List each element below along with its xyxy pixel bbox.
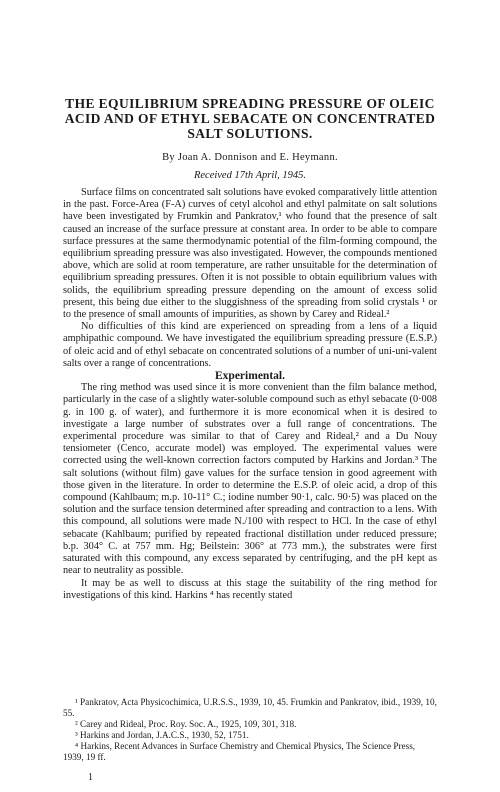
article-title: THE EQUILIBRIUM SPREADING PRESSURE OF OLEIC ACID AND OF ETHYL SEBACATE ON CONCENTRATED SALT SOLUTIONS. bbox=[64, 96, 436, 141]
footnote-1: ¹ Pankratov, Acta Physicochimica, U.R.S.S., 1939, 10, 45. Frumkin and Pankratov, ibid., 1939, 10, 55. bbox=[63, 697, 437, 718]
footnote-2: ² Carey and Rideal, Proc. Roy. Soc. A., 1925, 109, 301, 318. bbox=[75, 719, 297, 729]
received-date: Received 17th April, 1945. bbox=[193, 170, 307, 181]
footnote-3: ³ Harkins and Jordan, J.A.C.S., 1930, 52, 1751. bbox=[75, 730, 249, 740]
article-authors: By Joan A. Donnison and E. Heymann. bbox=[162, 152, 338, 163]
footnotes bbox=[63, 697, 437, 763]
footnote-4: ⁴ Harkins, Recent Advances in Surface Chemistry and Chemical Physics, The Science Press, 1939, 19 ff. bbox=[63, 741, 416, 762]
article-body bbox=[63, 187, 437, 602]
paragraph-experimental-2: It may be as well to discuss at this stage the suitability of the ring method for investigations of this kind. Harkins ⁴ has recently stated bbox=[63, 577, 437, 601]
section-heading-experimental: Experimental. bbox=[215, 370, 285, 383]
paragraph-experimental-1: The ring method was used since it is more convenient than the film balance method, particularly in the case of a slightly water-soluble compound such as ethyl sebacate (0·008 g. in 100 g. of water), and furthermore it is more economical when it is desired to investigate a large number of substrates over a full range of concentrations. The experimental procedure was similar to that of Carey and Rideal,² and a Du Nouy tensiometer (Cenco, accurate model) was employed. The experimental values were corrected using the well-known correction factors computed by Harkins and Jordan.³ The salt solutions (without film) gave values for the surface tension in good agreement with those given in the literature. In order to determine the E.S.P. of oleic acid, a drop of this compound (Kahlbaum; m.p. 10-11° C.; iodine number 90·1, calc. 90·5) was placed on the solution and the surface tension determined after spreading and contraction to a lens. With this compound, all solutions were made N./100 with respect to HCl. In the case of ethyl sebacate (Kahlbaum; purified by repeated fractional distillation under reduced pressure; b.p. 304° C. at 757 mm. Hg; Beilstein: 306° at 773 mm.), the substrates were first saturated with this compound, any excess separated by centrifuging, and the pH kept as near to neutrality as possible. bbox=[63, 382, 437, 577]
paragraph-intro-2: No difficulties of this kind are experienced on spreading from a lens of a liquid amphipathic compound. We have investigated the equilibrium spreading pressure (E.S.P.) of oleic acid and of ethyl sebacate on concentrated solutions of a number of uni-uni-valent salts over a range of concentrations. bbox=[63, 321, 437, 369]
page-number: 1 bbox=[88, 772, 93, 783]
paragraph-intro-1: Surface films on concentrated salt solutions have evoked comparatively little attention in the past. Force-Area (F-A) curves of cetyl alcohol and ethyl palmitate on salt solutions have been investigated by Frumkin and Pankratov,¹ who found that the presence of salt caused an increase of the surface pressure at constant area. In order to be able to compare surface pressures at the same thermodynamic potential of the film-forming compound, the equilibrium spreading pressure was also investigated. However, the compounds mentioned above, which are solid at room temperature, are rather unsuitable for the determination of equilibrium spreading pressures. Often it is not possible to obtain equilibrium values with solids, the equilibrium spreading pressure depending on the amount of excess solid present, this being due either to the sluggishness of the spreading from solid crystals ¹ or to the presence of small amounts of impurities, as shown by Carey and Rideal.² bbox=[63, 187, 437, 321]
